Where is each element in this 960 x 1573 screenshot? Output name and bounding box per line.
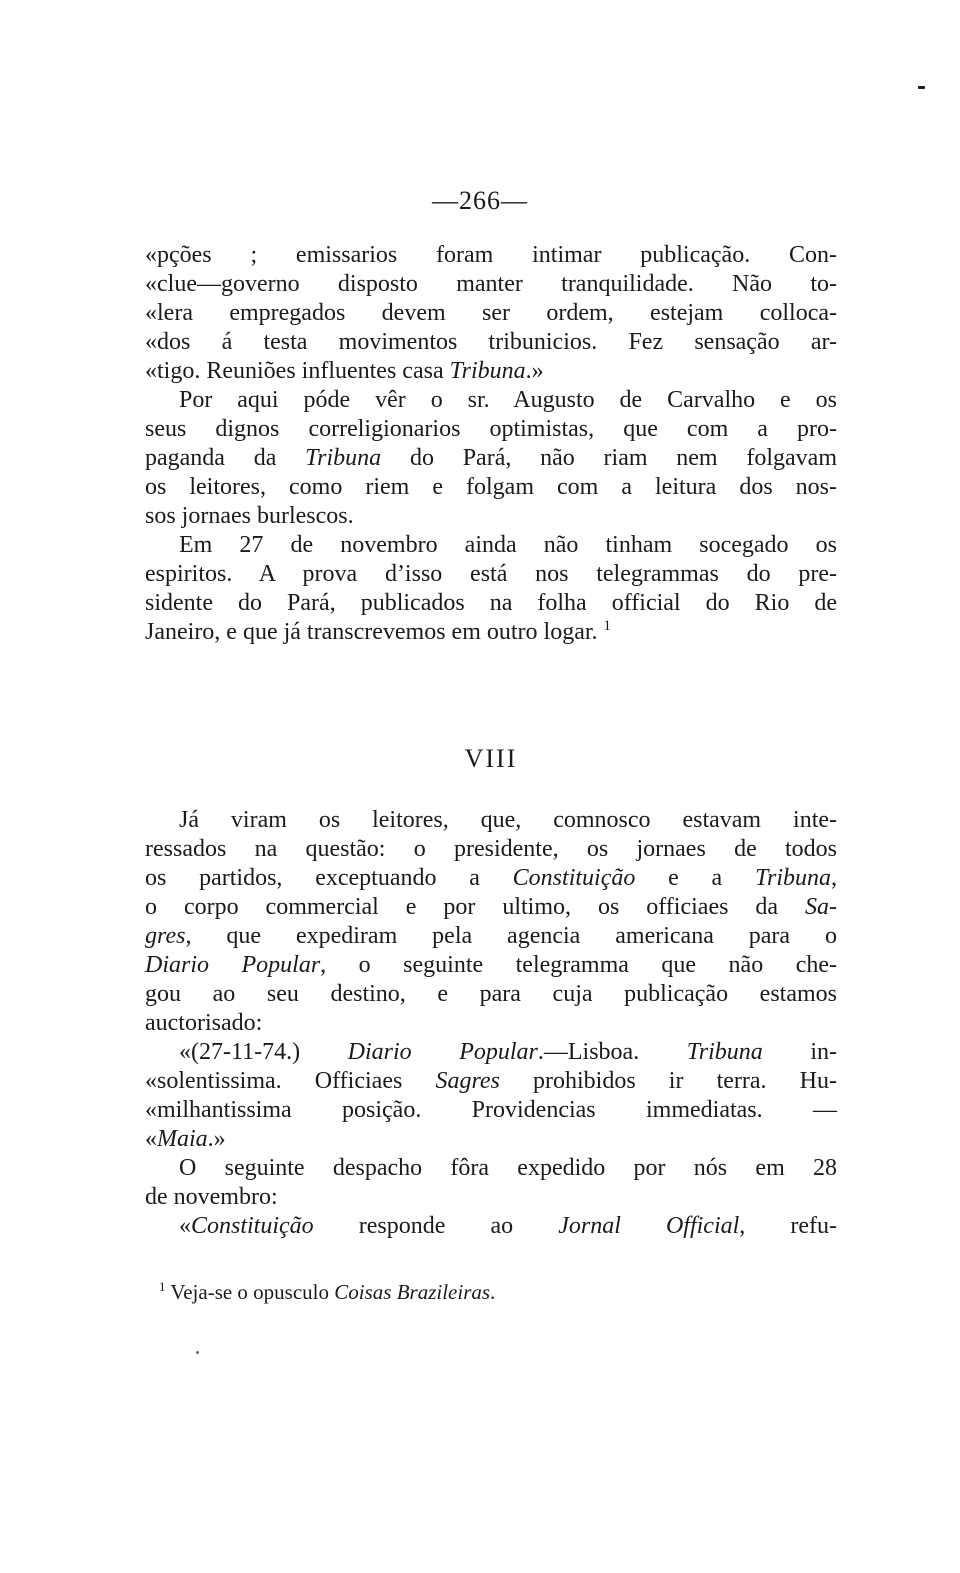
text-line: paganda da Tribuna do Pará, não riam nem folgavam — [145, 445, 837, 471]
text-line: Em 27 de novembro ainda não tinham socegado os — [179, 532, 837, 558]
paragraph-block-2 — [145, 806, 837, 1241]
text-line: «(27-11-74.) Diario Popular.—Lisboa. Tribuna in- — [179, 1039, 837, 1065]
text-line: «dos á testa movimentos tribunicios. Fez sensação ar- — [145, 329, 837, 355]
footnote-text: $^1$ Veja-se o opusculo Coisas Brazileiras. — [159, 1279, 496, 1304]
text-line: auctorisado: — [145, 1010, 263, 1036]
text-line: sos jornaes burlescos. — [145, 503, 354, 529]
text-line: de novembro: — [145, 1184, 278, 1210]
text-line: Janeiro, e que já transcrevemos em outro logar. $^1$ — [145, 618, 611, 645]
text-line: O seguinte despacho fôra expedido por nós em 28 — [179, 1155, 837, 1181]
text-line: «Maia.» — [145, 1126, 226, 1152]
text-line: seus dignos correligionarios optimistas, que com a pro- — [145, 416, 837, 442]
text-line: Por aqui póde vêr o sr. Augusto de Carvalho e os — [179, 387, 837, 413]
paragraph — [145, 1212, 837, 1241]
text-line: os partidos, exceptuando a Constituição e a Tribuna, — [145, 865, 837, 891]
ink-speck-bottom-left — [196, 1351, 199, 1354]
text-line: «solentissima. Officiaes Sagres prohibidos ir terra. Hu- — [145, 1068, 837, 1094]
text-line: gou ao seu destino, e para cuja publicação estamos — [145, 981, 837, 1007]
paragraph — [145, 386, 837, 531]
text-line: Já viram os leitores, que, comnosco estavam inte- — [179, 807, 837, 833]
paragraph — [145, 806, 837, 1038]
text-line: o corpo commercial e por ultimo, os officiaes da Sa- — [145, 894, 837, 920]
text-line: «lera empregados devem ser ordem, estejam colloca- — [145, 300, 837, 326]
text-line: ressados na questão: o presidente, os jornaes de todos — [145, 836, 837, 862]
text-line: «Constituição responde ao Jornal Official, refu- — [179, 1213, 838, 1239]
page-number: —266— — [432, 186, 528, 215]
paragraph — [145, 241, 837, 386]
paragraph — [145, 1038, 837, 1154]
text-line: «clue—governo disposto manter tranquilidade. Não to- — [145, 271, 837, 297]
text-line: gres, que expediram pela agencia americana para o — [145, 923, 837, 949]
text-line: sidente do Pará, publicados na folha official do Rio de — [145, 590, 837, 616]
section-heading: VIII — [464, 744, 518, 773]
paragraph — [145, 1154, 837, 1212]
paragraph-block-1 — [145, 241, 837, 647]
footnote — [145, 1279, 837, 1305]
body-text — [145, 241, 837, 1241]
paragraph — [145, 531, 837, 647]
text-line: «milhantissima posição. Providencias immediatas. — — [145, 1097, 837, 1123]
text-line: espiritos. A prova d’isso está nos telegrammas do pre- — [145, 561, 837, 587]
text-line: Diario Popular, o seguinte telegramma que não che- — [145, 952, 837, 978]
ink-speck-top-right — [918, 86, 925, 89]
text-line: os leitores, como riem e folgam com a leitura dos nos- — [145, 474, 837, 500]
text-line: «pções ; emissarios foram intimar publicação. Con- — [145, 242, 837, 268]
text-line: «tigo. Reuniões influentes casa Tribuna.» — [145, 358, 544, 384]
